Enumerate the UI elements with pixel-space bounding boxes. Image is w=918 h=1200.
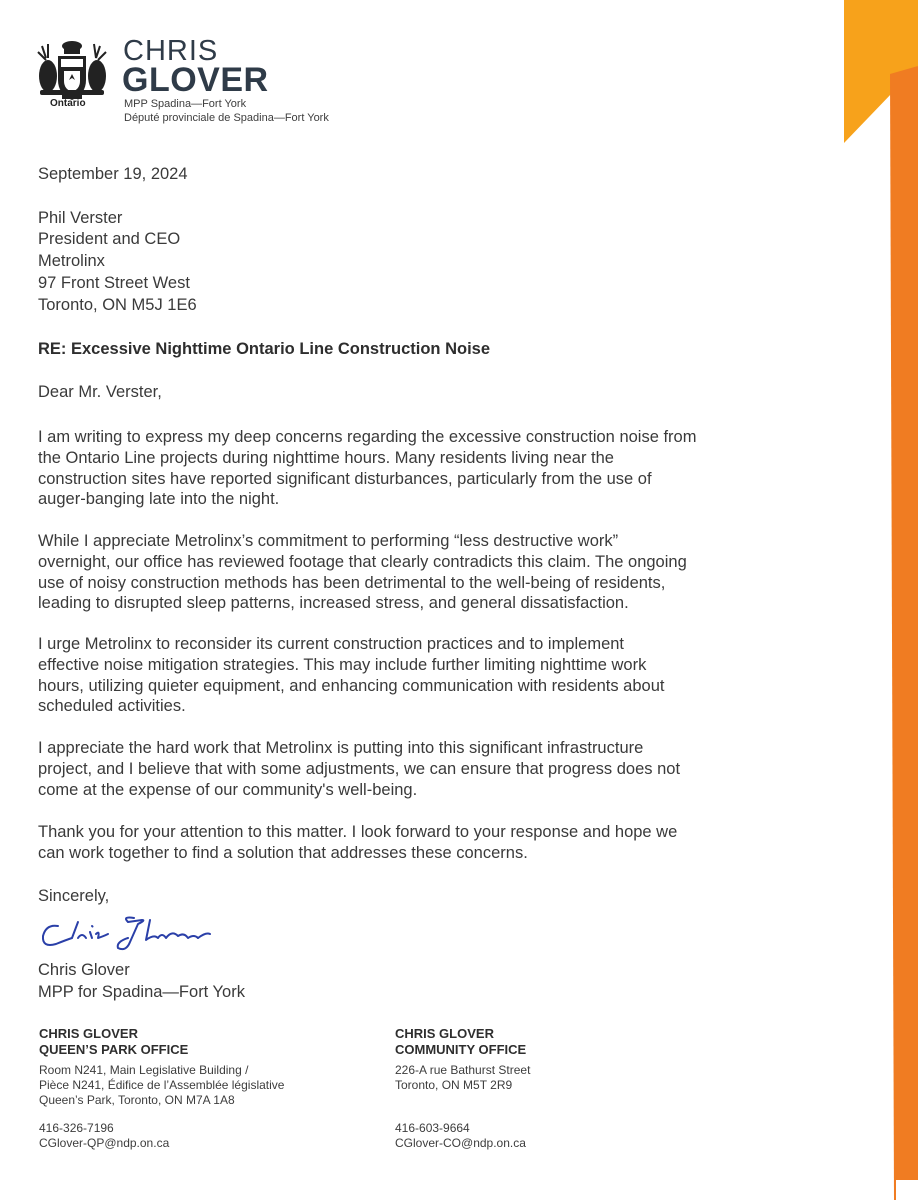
paragraph-line: I urge Metrolinx to reconsider its current construction practices and to implement: [38, 635, 625, 653]
paragraph-line: While I appreciate Metrolinx’s commitment to performing “less destructive work”: [38, 532, 619, 550]
paragraph-line: auger-banging late into the night.: [38, 490, 280, 509]
qp-office-phone: 416-326-7196: [39, 1121, 114, 1135]
community-office-address: 226-A rue Bathurst Street: [395, 1063, 531, 1077]
paragraph-line: overnight, our office has reviewed footage that clearly contradicts this claim. The ongoing: [38, 552, 687, 571]
body-paragraph: [38, 531, 818, 614]
crest-label: Ontario: [50, 98, 86, 109]
paragraph-line: Thank you for your attention to this matter. I look forward to your response and hope we: [38, 823, 678, 841]
paragraph-line: construction sites have reported significant disturbances, particularly from the use of: [38, 469, 652, 488]
letterhead-last-name: GLOVER: [122, 61, 269, 99]
recipient-line: Phil Verster: [38, 209, 123, 227]
recipient-line: Metrolinx: [38, 252, 105, 270]
orange-side-band: [844, 0, 918, 1200]
body-paragraph: [38, 822, 818, 864]
paragraph-line: project, and I believe that with some adjustments, we can ensure that progress does not: [38, 759, 681, 778]
signer-name: Chris Glover: [38, 961, 130, 979]
paragraph-line: effective noise mitigation strategies. This may include further limiting nighttime work: [38, 655, 647, 674]
recipient-line: 97 Front Street West: [38, 274, 190, 292]
paragraph-line: I am writing to express my deep concerns regarding the excessive construction noise from: [38, 428, 697, 446]
paragraph-line: leading to disrupted sleep patterns, increased stress, and general dissatisfaction.: [38, 594, 629, 613]
community-office-phone: 416-603-9664: [395, 1121, 470, 1135]
paragraph-line: hours, utilizing quieter equipment, and enhancing communication with residents about: [38, 676, 665, 695]
community-office-heading: CHRIS GLOVER: [395, 1026, 494, 1041]
qp-office-address: Room N241, Main Legislative Building /: [39, 1063, 249, 1077]
recipient-line: Toronto, ON M5J 1E6: [38, 296, 197, 314]
community-office-address: Toronto, ON M5T 2R9: [395, 1078, 513, 1092]
community-office-email: CGlover-CO@ndp.on.ca: [395, 1136, 526, 1150]
qp-office-heading: QUEEN’S PARK OFFICE: [39, 1042, 189, 1057]
letter-date: September 19, 2024: [38, 165, 188, 183]
recipient-line: President and CEO: [38, 230, 181, 248]
signer-title: MPP for Spadina—Fort York: [38, 983, 245, 1001]
handwritten-signature: [38, 908, 228, 958]
paragraph-line: can work together to find a solution that addresses these concerns.: [38, 843, 528, 862]
letter-subject: RE: Excessive Nighttime Ontario Line Construction Noise: [38, 340, 491, 358]
community-office-heading: COMMUNITY OFFICE: [395, 1042, 527, 1057]
paragraph-line: come at the expense of our community's well-being.: [38, 780, 418, 799]
letter-closing: Sincerely,: [38, 887, 110, 905]
qp-office-address: Pièce N241, Édifice de l’Assemblée législative: [39, 1078, 285, 1092]
paragraph-line: scheduled activities.: [38, 697, 186, 716]
body-paragraph: [38, 634, 818, 717]
letterhead-first-name: CHRIS: [123, 35, 219, 67]
qp-office-address: Queen’s Park, Toronto, ON M7A 1A8: [39, 1093, 235, 1107]
qp-office-heading: CHRIS GLOVER: [39, 1026, 138, 1041]
qp-office-email: CGlover-QP@ndp.on.ca: [39, 1136, 170, 1150]
letterhead-title-fr: Député provinciale de Spadina—Fort York: [124, 112, 329, 124]
letter-salutation: Dear Mr. Verster,: [38, 383, 162, 401]
letterhead-title-en: MPP Spadina—Fort York: [124, 98, 247, 110]
body-paragraph: [38, 738, 818, 800]
paragraph-line: use of noisy construction methods has been detrimental to the well-being of residents,: [38, 573, 666, 592]
paragraph-line: the Ontario Line projects during nighttime hours. Many residents living near the: [38, 448, 614, 467]
body-paragraph: [38, 427, 818, 510]
paragraph-line: I appreciate the hard work that Metrolinx is putting into this significant infrastructure: [38, 739, 644, 757]
